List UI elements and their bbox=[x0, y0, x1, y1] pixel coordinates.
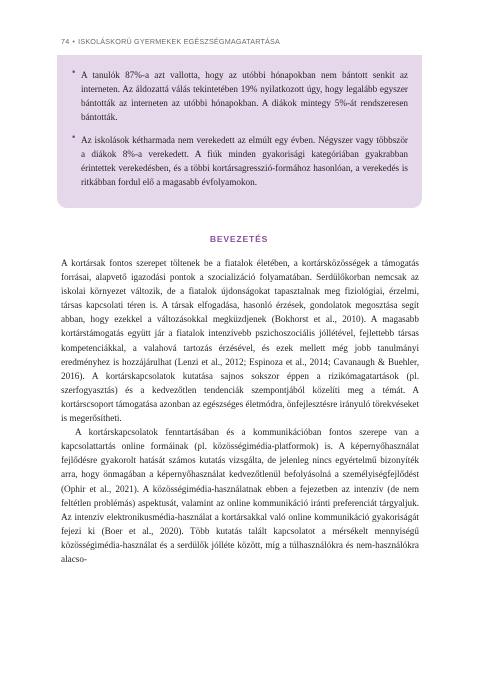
summary-item bbox=[71, 68, 408, 124]
page-number: 74 bbox=[61, 37, 70, 46]
summary-item-text: Az iskolások kétharmada nem verekedett az elmúlt egy évben. Négyszer vagy többször a diákok 8%-a verekedett. A fiúk minden gyakorisági kategóriában gyakrabban érintettek verekedésben, és a többi kortársagresszió-formához hasonlóan, a verekedés is ritkábban fordul elő a magasabb évfolyamokon. bbox=[81, 135, 408, 187]
summary-item-text: A tanulók 87%-a azt vallotta, hogy az utóbbi hónapokban nem bántott senkit az interneten. Az áldozattá válás tekintetében 19% nyilatkozott úgy, hogy legalább egyszer bántották az interneten az utóbbi hónapokban. A diákok mintegy 5%-át rendszeresen bántották. bbox=[81, 70, 408, 122]
summary-item bbox=[71, 133, 408, 189]
running-head bbox=[61, 37, 280, 46]
paragraph: A kortárskapcsolatok fenntartásában és a kommunikációban fontos szerepe van a kapcsolattartás online formáinak (pl. közösségimédia-platformok) is. A képernyőhasználat fejlődésre gyakorolt hatását számos kutatás vizsgálta, de jelenleg nincs egyértelmű bizonyíték arra, hogy önmagában a képernyőhasználat kedvezőtlenül befolyásolná a személyiségfejlődést (Ophir et al., 2021). A közösségimédia-használatnak ebben a fejezetben az intenzív (de nem feltétlen problémás) aspektusát, valamint az online kommunikáció iránti preferenciát tárgyaljuk. Az intenzív elektronikusmédia-használat a kortársakkal való online kommunikáció gyakoriságát fejezi ki (Boer et al., 2020). Több kutatás talált kapcsolatot a mérsékelt mennyiségű közösségimédia-használat és a serdülők jólléte között, míg a túlhasználókra és nem-használókra alacso- bbox=[61, 427, 419, 564]
bullet-icon: • bbox=[71, 133, 77, 143]
bullet-icon: • bbox=[71, 68, 77, 78]
summary-box bbox=[57, 55, 422, 208]
paragraph: A kortársak fontos szerepet töltenek be a fiatalok életében, a kortársközösségek a támogatás forrásai, alapvető igazodási pontok a szocializáció folyamatában. Serdülőkorban nemcsak az iskolai környezet változik, de a fiatalok újdonságokat tapasztalnak meg fiziológiai, érzelmi, társas kapcsolati téren is. A társak elfogadása, hasonló érzések, gondolatok megosztása segít abban, hogy ezekkel a változásokkal megküzdjenek (Bokhorst et al., 2010). A magasabb kortárstámogatás együtt jár a fiatalok intenzívebb pszichoszociális jóllétével, fejlettebb társas kompetenciákkal, a valahová tartozás érzésével, és ezek mellett még jobb tanulmányi eredményhez is hozzájárulhat (Lenzi et al., 2012; Espinoza et al., 2014; Cavanaugh & Buehler, 2016). A kortárskapcsolatok kutatása sajnos sokszor éppen a rizikómagatartások (pl. szerfogyasztás) és a kedvezőtlen tendenciák szempontjából közelíti meg a témát. A kortárscsoport támogatása azonban az egészséges életmódra, önfejlesztésre irányuló törekvéseket is megerősítheti. bbox=[61, 258, 419, 424]
body-text bbox=[61, 256, 419, 566]
running-title: ISKOLÁSKORÚ GYERMEKEK EGÉSZSÉGMAGATARTÁSA bbox=[78, 37, 281, 46]
section-title: BEVEZETÉS bbox=[209, 234, 269, 244]
header-separator: • bbox=[72, 37, 76, 46]
